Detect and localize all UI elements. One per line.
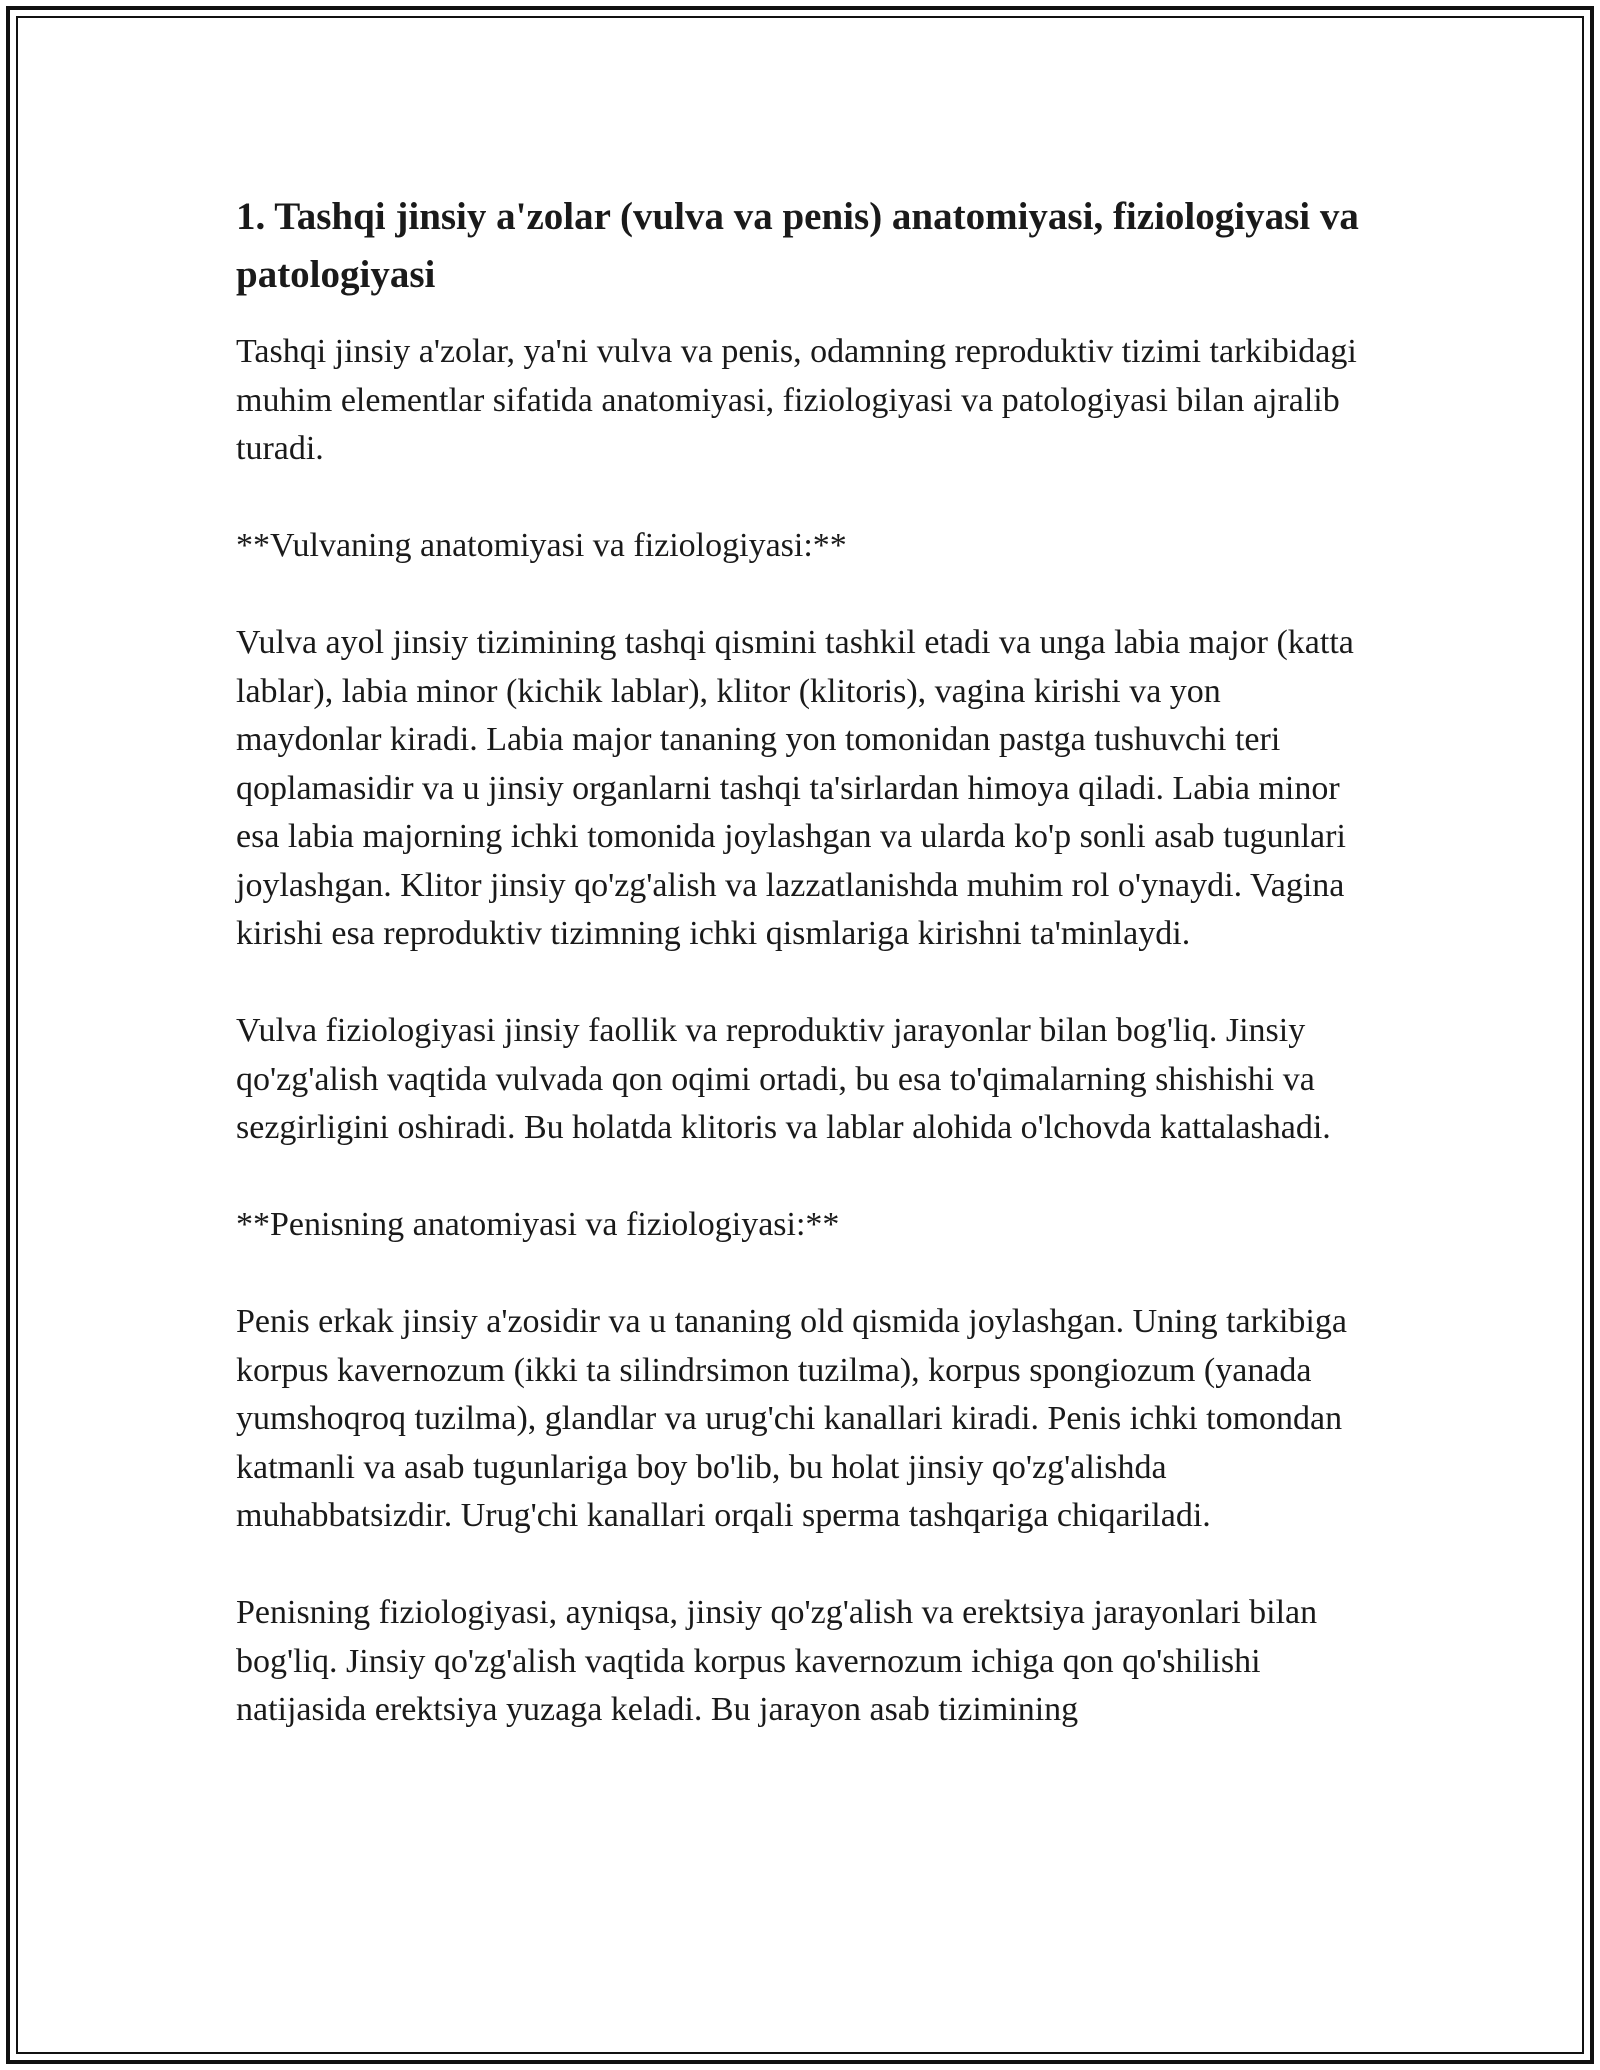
vulva-physiology-paragraph: Vulva fiziologiyasi jinsiy faollik va reproduktiv jarayonlar bilan bog'liq. Jinsiy qo'zg'alish vaqtida vulvada qon oqimi ortadi, bu esa to'qimalarning shishishi va sezgirligini oshiradi. Bu holatda klitoris va lablar alohida o'lchovda kattalashadi. (236, 1012, 1331, 1146)
penis-subheading: **Penisning anatomiyasi va fiziologiyasi:** (236, 1206, 840, 1243)
document-body (236, 188, 1366, 1783)
intro-paragraph: Tashqi jinsiy a'zolar, ya'ni vulva va penis, odamning reproduktiv tizimi tarkibidagi muhim elementlar sifatida anatomiyasi, fiziologiyasi va patologiyasi bilan ajralib turadi. (236, 333, 1357, 467)
vulva-anatomy-paragraph: Vulva ayol jinsiy tizimining tashqi qismini tashkil etadi va unga labia major (katta lablar), labia minor (kichik lablar), klitor (klitoris), vagina kirishi va yon maydonlar kiradi. Labia major tananing yon tomonidan pastga tushuvchi teri qoplamasidir va u jinsiy organlarni tashqi ta'sirlardan himoya qiladi. Labia minor esa labia majorning ichki tomonida joylashgan va ularda ko'p sonli asab tugunlari joylashgan. Klitor jinsiy qo'zg'alish va lazzatlanishda muhim rol o'ynaydi. Vagina kirishi esa reproduktiv tizimning ichki qismlariga kirishni ta'minlaydi. (236, 624, 1354, 952)
penis-physiology-paragraph: Penisning fiziologiyasi, ayniqsa, jinsiy qo'zg'alish va erektsiya jarayonlari bilan bog'liq. Jinsiy qo'zg'alish vaqtida korpus kavernozum ichiga qon qo'shilishi natijasida erektsiya yuzaga keladi. Bu jarayon asab tizimining (236, 1594, 1318, 1728)
penis-anatomy-paragraph: Penis erkak jinsiy a'zosidir va u tananing old qismida joylashgan. Uning tarkibiga korpus kavernozum (ikki ta silindrsimon tuzilma), korpus spongiozum (yanada yumshoqroq tuzilma), glandlar va urug'chi kanallari kiradi. Penis ichki tomondan katmanli va asab tugunlariga boy bo'lib, bu holat jinsiy qo'zg'alishda muhabbatsizdir. Urug'chi kanallari orqali sperma tashqariga chiqariladi. (236, 1303, 1347, 1534)
vulva-subheading: **Vulvaning anatomiyasi va fiziologiyasi:** (236, 527, 847, 564)
section-heading: 1. Tashqi jinsiy a'zolar (vulva va penis) anatomiyasi, fiziologiyasi va patologiyasi (236, 195, 1359, 296)
